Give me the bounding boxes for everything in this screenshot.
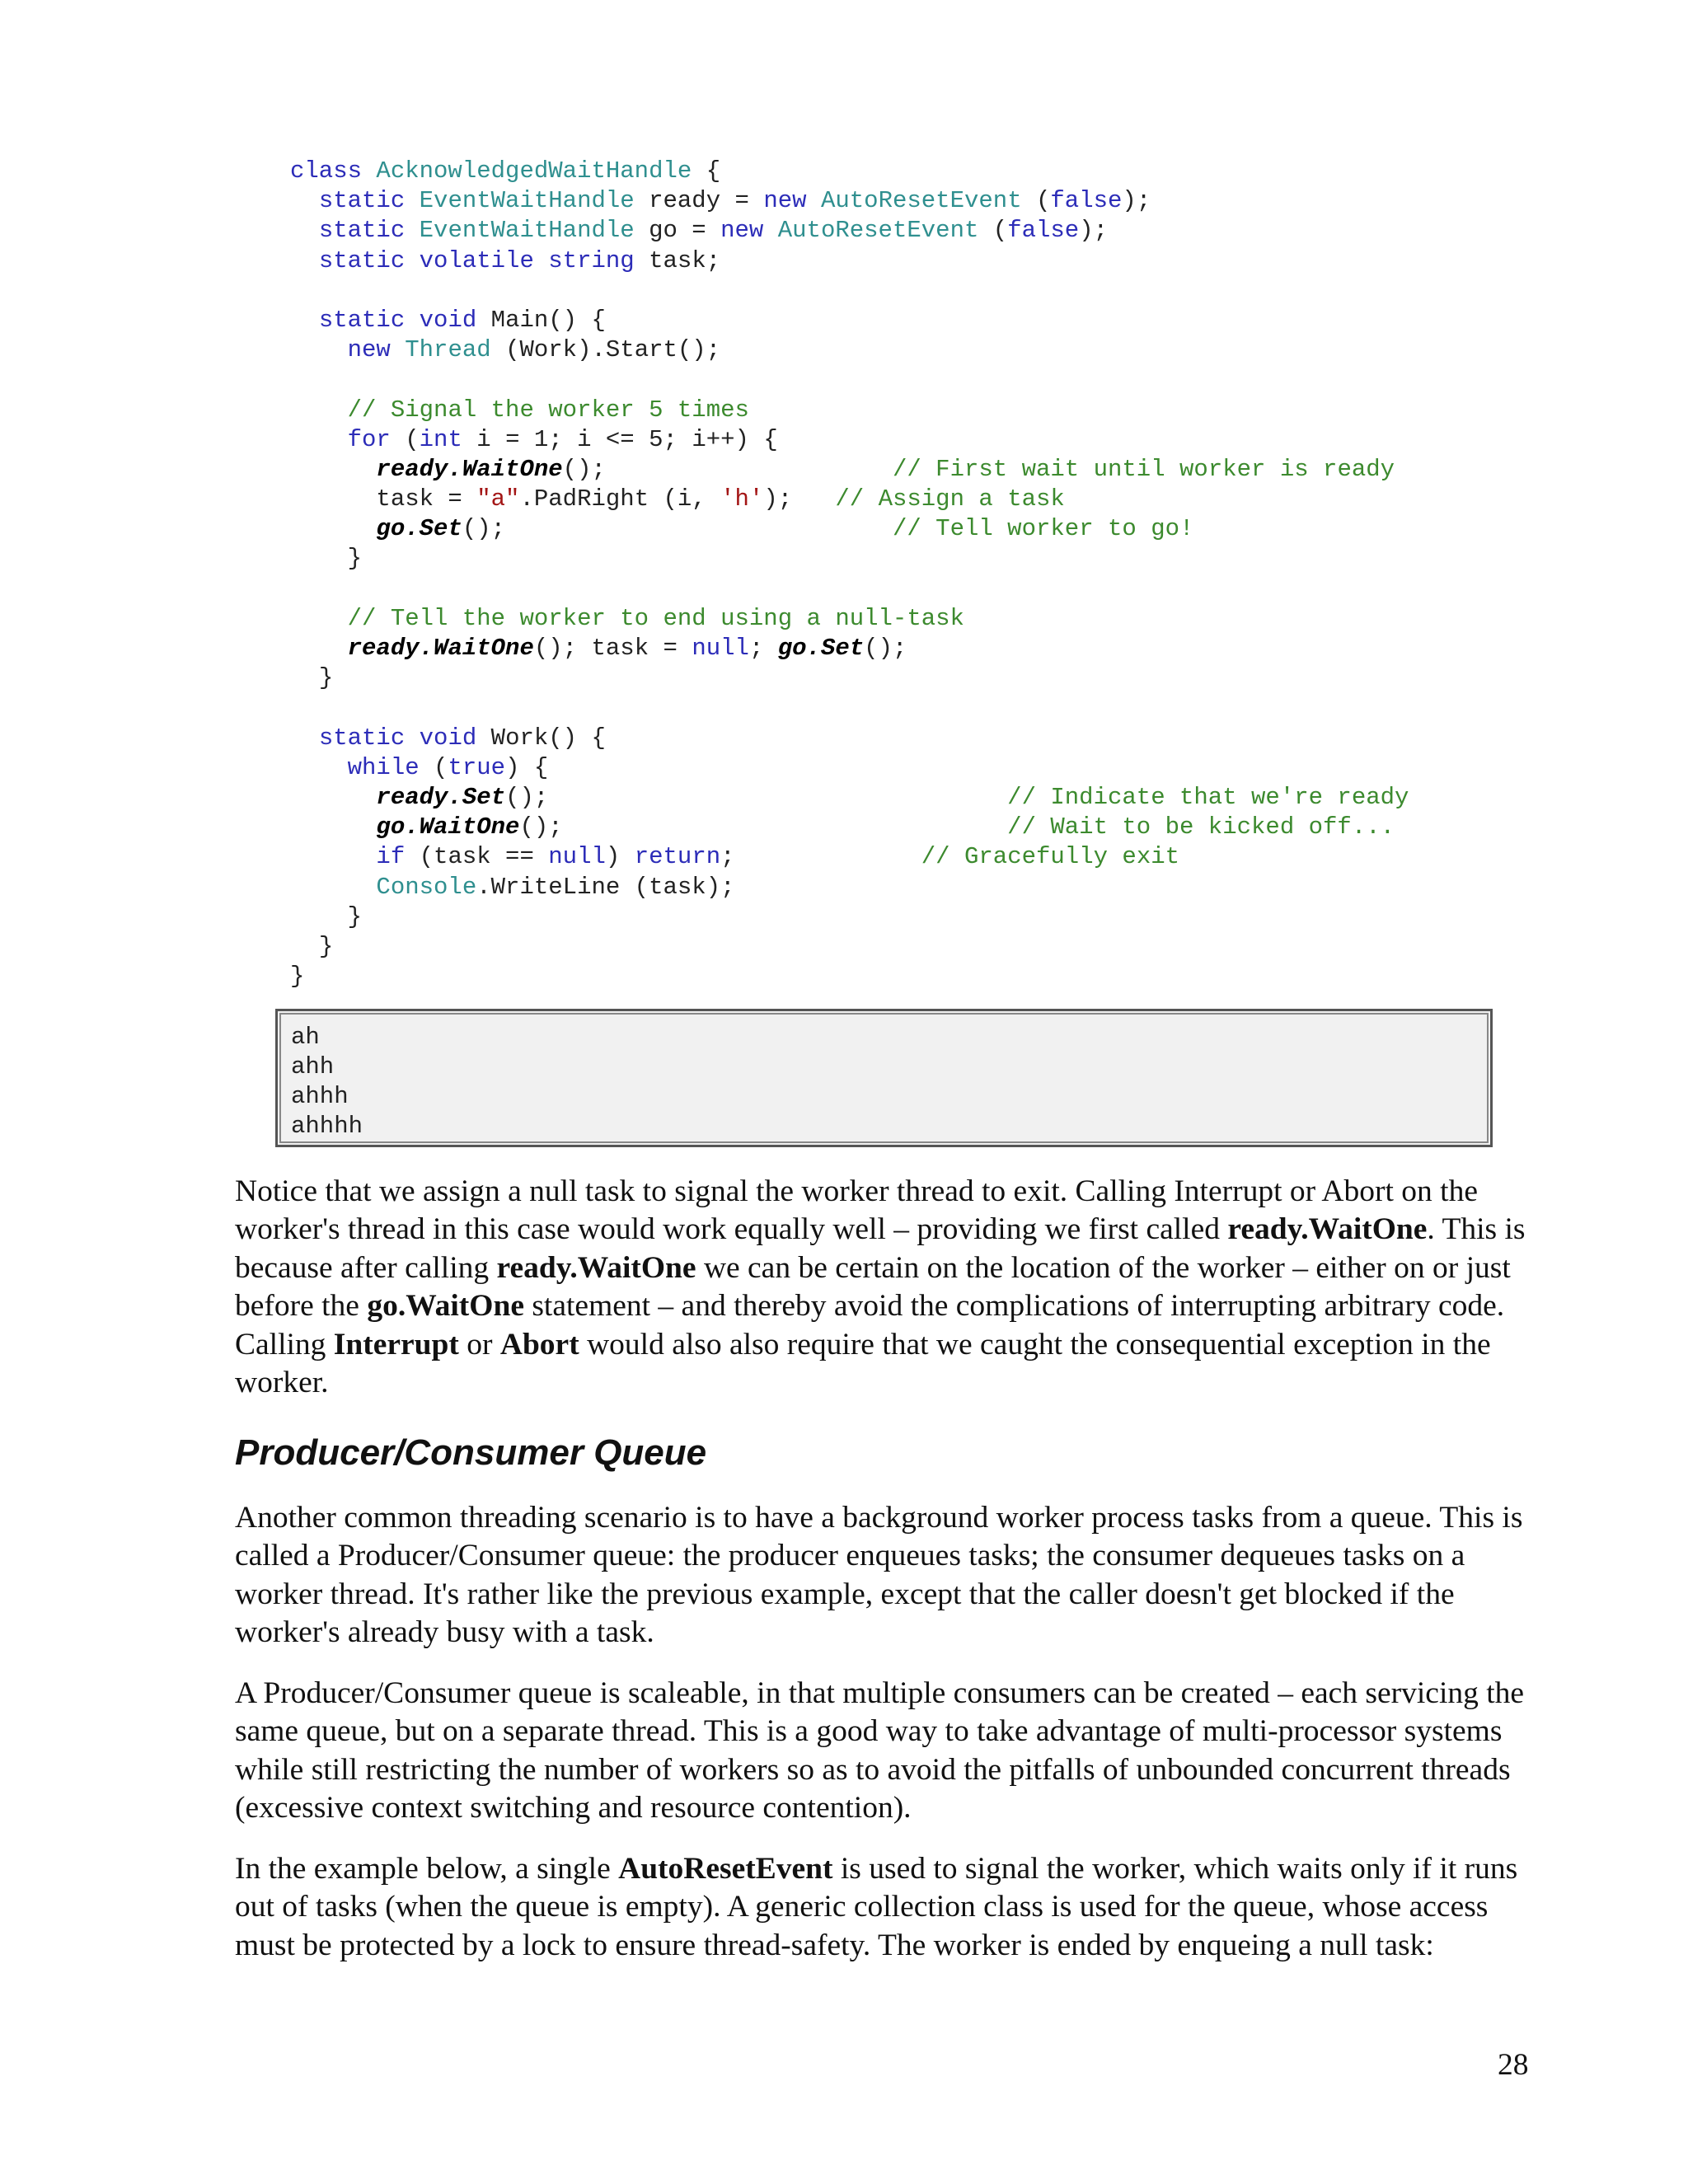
paragraph-example: In the example below, a single AutoResetEvent is used to signal the worker, which waits only if it runs out of tasks (when the queue is empty). A generic collection class is used for the queue, whose access must be protected by a lock to ensure thread-safety. The worker is ended by enqueing a null task: [235,1852,1518,1962]
code-line: } [347,902,363,930]
code-line: } [318,932,334,960]
code-line: ready.Set(); // Indicate that we're ready [376,783,1409,811]
code-line: for (int i = 1; i <= 5; i++) { [347,425,778,453]
code-blank-line [290,574,1461,604]
paragraph-null-task: Notice that we assign a null task to signal the worker thread to exit. Calling Interrupt or Abort on the worker's thread in this case would work equally well – providing we first called ready.WaitOne. This is because after calling ready.WaitOne we can be certain on the location of the worker – either on or just before the go.WaitOne statement – and thereby avoid the complications of interrupting arbitrary code. Calling Interrupt or Abort would also also require that we caught the consequential exception in the worker. [235,1174,1526,1400]
code-listing [290,157,1461,991]
code-blank-line [290,693,1461,723]
code-line: if (task == null) return; // Gracefully exit [376,843,1180,871]
code-line: static EventWaitHandle go = new AutoResetEvent (false); [318,217,1109,245]
code-line: new Thread (Work).Start(); [347,336,721,364]
page-number: 28 [1498,2048,1529,2082]
code-line: go.WaitOne(); // Wait to be kicked off... [376,813,1395,841]
code-line: static volatile string task; [318,246,721,274]
section-heading: Producer/Consumer Queue [235,1432,707,1473]
code-line: // Signal the worker 5 times [347,396,749,424]
code-line: } [318,664,334,692]
code-line: class AcknowledgedWaitHandle { [290,157,721,185]
code-line: // Tell the worker to end using a null-task [347,604,964,632]
code-blank-line [290,365,1461,395]
console-output-box [275,1009,1493,1147]
code-line: while (true) { [347,753,549,781]
paragraph-scalability: A Producer/Consumer queue is scaleable, in that multiple consumers can be created – each servicing the same queue, but on a separate thread. This is a good way to take advantage of multi-processor systems while still restricting the number of workers so as to avoid the pitfalls of unbounded concurrent threads (excessive context switching and resource contention). [235,1676,1525,1825]
code-line: ready.WaitOne(); // First wait until worker is ready [376,455,1395,483]
code-blank-line [290,276,1461,306]
code-line: Console.WriteLine (task); [376,873,735,901]
code-line: ready.WaitOne(); task = null; go.Set(); [347,635,907,662]
code-line: static EventWaitHandle ready = new AutoResetEvent (false); [318,187,1151,215]
code-line: task = "a".PadRight (i, 'h'); // Assign a task [376,485,1065,513]
output-line: ah [291,1024,320,1051]
output-line: ahhhh [291,1113,363,1140]
output-line: ahh [291,1053,335,1080]
code-line: } [290,963,305,991]
code-line: static void Work() { [318,724,606,752]
code-line: go.Set(); // Tell worker to go! [376,515,1194,543]
code-line: } [347,545,363,573]
paragraph-intro: Another common threading scenario is to have a background worker process tasks from a queue. This is called a Producer/Consumer queue: the producer enqueues tasks; the consumer dequeues tasks on a worker thread. It's rather like the previous example, except that the caller doesn't get blocked if the worker's already busy with a task. [235,1501,1523,1650]
output-line: ahhh [291,1083,349,1110]
code-line: static void Main() { [318,306,606,334]
